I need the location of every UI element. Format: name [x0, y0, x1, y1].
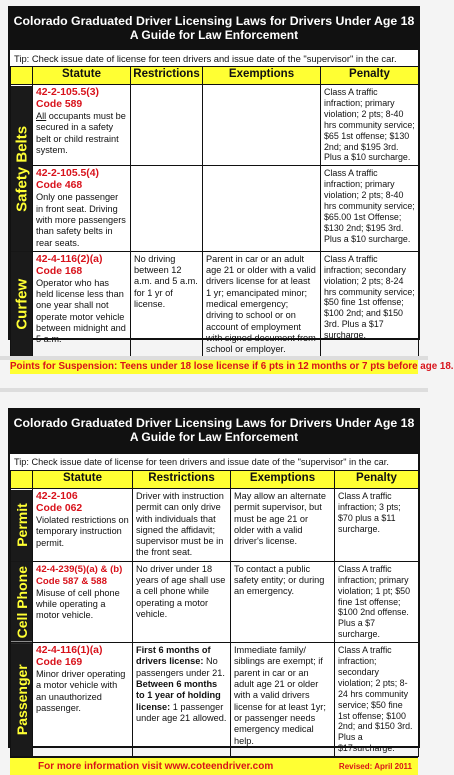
table-row	[11, 489, 419, 562]
revised-date: Revised: April 2011	[338, 762, 412, 772]
statute-code: Code 169	[36, 657, 83, 669]
statute-number: 42-4-116(2)(a)	[36, 253, 103, 265]
card-title: Colorado Graduated Driver Licensing Laws for Drivers Under Age 18	[13, 14, 415, 28]
header-blank	[11, 67, 33, 85]
restrictions-cell	[131, 166, 203, 251]
points-footer: Points for Suspension: Teens under 18 lose license if 6 pts in 12 months or 7 pts before age 18.	[10, 360, 454, 372]
header-statute: Statute	[33, 471, 133, 489]
statute-description: Operator who has held license less than one year shall not operate motor vehicle between midnight and 5 a.m.	[36, 277, 126, 345]
statute-description: Misuse of cell phone while operating a motor vehicle.	[36, 587, 120, 621]
guide-card-bottom	[8, 408, 420, 773]
header-restrictions: Restrictions	[133, 471, 231, 489]
card-subtitle: A Guide for Law Enforcement	[129, 28, 299, 42]
penalty-cell: Class A traffic infraction; primary violation; 1 pt; $50 fine 1st offense; $100 2nd offense. Plus a $7 surcharge.	[335, 561, 419, 642]
header-blank	[11, 471, 33, 489]
restrictions-cell	[131, 85, 203, 166]
statute-code: Code 587 & 588	[36, 575, 107, 587]
section-label-curfew: Curfew	[11, 251, 33, 358]
restriction-rule-2: 1 passenger under age 21 allowed.	[136, 701, 227, 723]
exemptions-cell: Parent in car or an adult age 21 or older with a valid drivers license for at least 1 yr; emancipated minor; medical emergency; driving to school or on account of employment with signed document from school or employer.	[203, 251, 321, 358]
penalty-cell: Class A traffic infraction; 3 pts; $70 plus a $11 surcharge.	[335, 489, 419, 562]
laws-table	[10, 470, 419, 757]
header-exemptions: Exemptions	[231, 471, 335, 489]
statute-description: occupants must be secured in a safety belt or child restraint system.	[36, 111, 126, 155]
exemptions-cell: To contact a public safety entity; or during an emergency.	[231, 561, 335, 642]
statute-code: Code 589	[36, 99, 83, 110]
header-penalty: Penalty	[335, 471, 419, 489]
header-row	[11, 67, 419, 85]
card-title: Colorado Graduated Driver Licensing Laws for Drivers Under Age 18	[13, 416, 415, 430]
statute-number: 42-2-106	[36, 491, 78, 502]
laws-table	[10, 66, 419, 359]
statute-cell	[33, 85, 131, 166]
torn-edge	[0, 388, 428, 392]
statute-number: 42-4-239(5)(a) & (b)	[36, 563, 123, 575]
statute-cell	[33, 489, 133, 562]
info-footer	[10, 757, 418, 775]
statute-number: 42-2-105.5(3)	[36, 87, 99, 98]
statute-number: 42-4-116(1)(a)	[36, 645, 103, 657]
header-restrictions: Restrictions	[131, 67, 203, 85]
exemptions-cell	[203, 85, 321, 166]
header-row	[11, 471, 419, 489]
section-label-passenger: Passenger	[11, 643, 33, 757]
section-label-permit: Permit	[11, 489, 33, 562]
section-label-safety-belts: Safety Belts	[11, 85, 33, 252]
card-subtitle: A Guide for Law Enforcement	[129, 430, 299, 444]
statute-number: 42-2-105.5(4)	[36, 168, 99, 180]
restriction-rule-1: No passengers under 21.	[136, 656, 225, 678]
table-row	[11, 251, 419, 358]
website-link[interactable]: For more information visit www.coteendriver.com	[38, 761, 274, 773]
statute-code: Code 062	[36, 503, 83, 514]
statute-description: Violated restrictions on temporary instruction permit.	[36, 515, 129, 548]
exemptions-cell	[203, 166, 321, 251]
restriction-period-1: First 6 months of drivers license:	[136, 645, 211, 667]
restrictions-cell	[133, 643, 231, 757]
tip-text: Tip: Check issue date of license for teen drivers and issue date of the "supervisor" in the car.	[10, 50, 418, 66]
table-row	[11, 643, 419, 757]
header-penalty: Penalty	[321, 67, 419, 85]
section-label-cell-phone: Cell Phone	[11, 561, 33, 642]
statute-cell	[33, 166, 131, 251]
restrictions-cell: No driver under 18 years of age shall use a cell phone while operating a motor vehicle.	[133, 561, 231, 642]
table-row	[11, 85, 419, 166]
torn-edge	[0, 356, 428, 360]
exemptions-cell: Immediate family/ siblings are exempt; if parent in car or an adult age 21 or older with a valid drivers license for at least 1yr; or passenger needs emergency medical help.	[231, 643, 335, 757]
table-row	[11, 166, 419, 251]
card-title-bar	[10, 8, 418, 50]
statute-code: Code 168	[36, 265, 83, 277]
statute-emphasis: All	[36, 111, 47, 121]
card-separator	[0, 350, 454, 398]
statute-cell	[33, 643, 133, 757]
restrictions-cell: Driver with instruction permit can only drive with individuals that signed the affidavit; supervisor must be in the front seat.	[133, 489, 231, 562]
penalty-cell: Class A traffic infraction; primary violation; 2 pts; 8-40 hrs community service; $65.00 1st Offense; $130 2nd; $195 3rd. Plus a $10 surcharge.	[321, 166, 419, 251]
restriction-period-2: Between 6 months to 1 year of holding license:	[136, 679, 221, 712]
card-title-bar	[10, 410, 418, 454]
table-row	[11, 561, 419, 642]
statute-cell	[33, 251, 131, 358]
statute-cell	[33, 561, 133, 642]
header-exemptions: Exemptions	[203, 67, 321, 85]
guide-card-top	[8, 6, 454, 372]
penalty-cell: Class A traffic infraction; primary violation; 2 pts; 8-40 hrs community service; $65 1st offense; $130 2nd; and $195 3rd. Plus a $10 surcharge.	[321, 85, 419, 166]
statute-description: Minor driver operating a motor vehicle with an unauthorized passenger.	[36, 669, 126, 714]
tip-text: Tip: Check issue date of license for teen drivers and issue date of the "supervisor" in the car.	[10, 454, 418, 470]
statute-code: Code 468	[36, 180, 83, 192]
restrictions-cell: No driving between 12 a.m. and 5 a.m. for 1 yr of license.	[131, 251, 203, 358]
exemptions-cell: May allow an alternate permit supervisor, but must be age 21 or older with a valid driver's license.	[231, 489, 335, 562]
penalty-cell: Class A traffic infraction; secondary violation; 2 pts; 8-24 hrs community service; $50 fine 1st offense; $100 2nd; and $150 3rd. Plus a $17 surcharge.	[321, 251, 419, 358]
penalty-cell: Class A traffic infraction; secondary violation; 2 pts; 8-24 hrs community service; $50 fine 1st offense; $100 2nd; and $150 3rd. Plus a $17surcharge.	[335, 643, 419, 757]
statute-description: Only one passenger in front seat. Driving with more passengers than safety belts in rear seats.	[36, 192, 126, 248]
header-statute: Statute	[33, 67, 131, 85]
